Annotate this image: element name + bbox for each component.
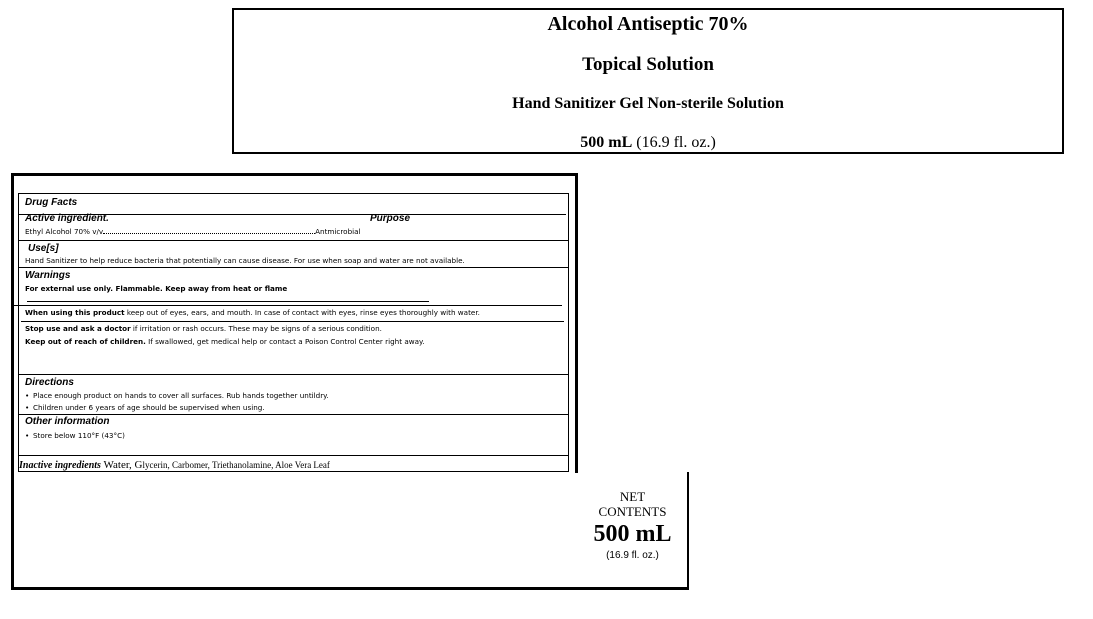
purpose-value: Antmicrobial (315, 227, 361, 236)
uses-header: Use[s] (28, 243, 59, 254)
volume-oz: (16.9 fl. oz.) (636, 134, 716, 151)
inactive-ingredients: Inactive ingredients Water, Glycerin, Carbomer, Triethanolamine, Aloe Vera Leaf (19, 459, 330, 471)
net-volume-oz: (16.9 fl. oz.) (606, 550, 659, 561)
net-label: NET (619, 489, 646, 504)
when-using-text (25, 308, 480, 317)
active-ingredient: Ethyl Alcohol 70% v/v (25, 227, 104, 236)
active-ingredient-header: Active ingredient. (25, 213, 109, 224)
leader-dots (103, 227, 315, 234)
contents-label: CONTENTS (598, 504, 667, 519)
net-volume: 500 mL (593, 521, 672, 547)
drug-facts-title: Drug Facts (25, 197, 78, 208)
keep-out-text (25, 337, 425, 346)
product-form: Topical Solution (582, 54, 714, 75)
product-description: Hand Sanitizer Gel Non-sterile Solution (512, 95, 784, 112)
label-border-top (11, 173, 578, 176)
divider (13, 305, 562, 306)
directions-header: Directions (25, 377, 74, 388)
keep-out-label: Keep out of reach of children. (25, 337, 146, 346)
divider (18, 267, 569, 268)
when-using-label: When using this product (25, 308, 125, 317)
divider (18, 455, 569, 456)
other-info-item: • Store below 110°F (43°C) (25, 431, 125, 440)
net-contents (585, 489, 680, 563)
underline (27, 301, 429, 302)
direction-item: • Place enough product on hands to cover all surfaces. Rub hands together untildry. (25, 391, 329, 400)
warnings-text: For external use only. Flammable. Keep away from heat or flame (25, 284, 288, 293)
purpose-header: Purpose (370, 213, 411, 224)
product-name: Alcohol Antiseptic 70% (547, 13, 749, 35)
volume-ml: 500 mL (580, 134, 633, 151)
label-border-bottom (11, 587, 689, 590)
stop-use-body: if irritation or rash occurs. These may be signs of a serious condition. (130, 324, 382, 333)
uses-text: Hand Sanitizer to help reduce bacteria that potentially can cause disease. For use when soap and water are not available. (25, 256, 465, 265)
keep-out-body: If swallowed, get medical help or contact a Poison Control Center right away. (145, 337, 425, 346)
warnings-header: Warnings (25, 270, 71, 281)
inactive-ingredients-header: Inactive ingredients (19, 460, 101, 471)
label-border-right-lower (687, 472, 689, 590)
drug-facts-panel (18, 193, 569, 472)
direction-item: • Children under 6 years of age should be supervised when using. (25, 403, 265, 412)
divider (18, 374, 569, 375)
stop-use-label: Stop use and ask a doctor (25, 324, 131, 333)
divider (18, 240, 569, 241)
divider (18, 414, 569, 415)
active-ingredient-row (25, 227, 361, 236)
other-info-header: Other information (25, 416, 110, 427)
label-border-left (11, 173, 14, 589)
product-volume (234, 134, 1062, 152)
divider (21, 321, 564, 322)
principal-display-panel (232, 8, 1064, 154)
stop-use-text (25, 324, 382, 333)
label-border-right-upper (575, 173, 578, 473)
when-using-body: keep out of eyes, ears, and mouth. In case of contact with eyes, rinse eyes thoroughly with water. (124, 308, 480, 317)
